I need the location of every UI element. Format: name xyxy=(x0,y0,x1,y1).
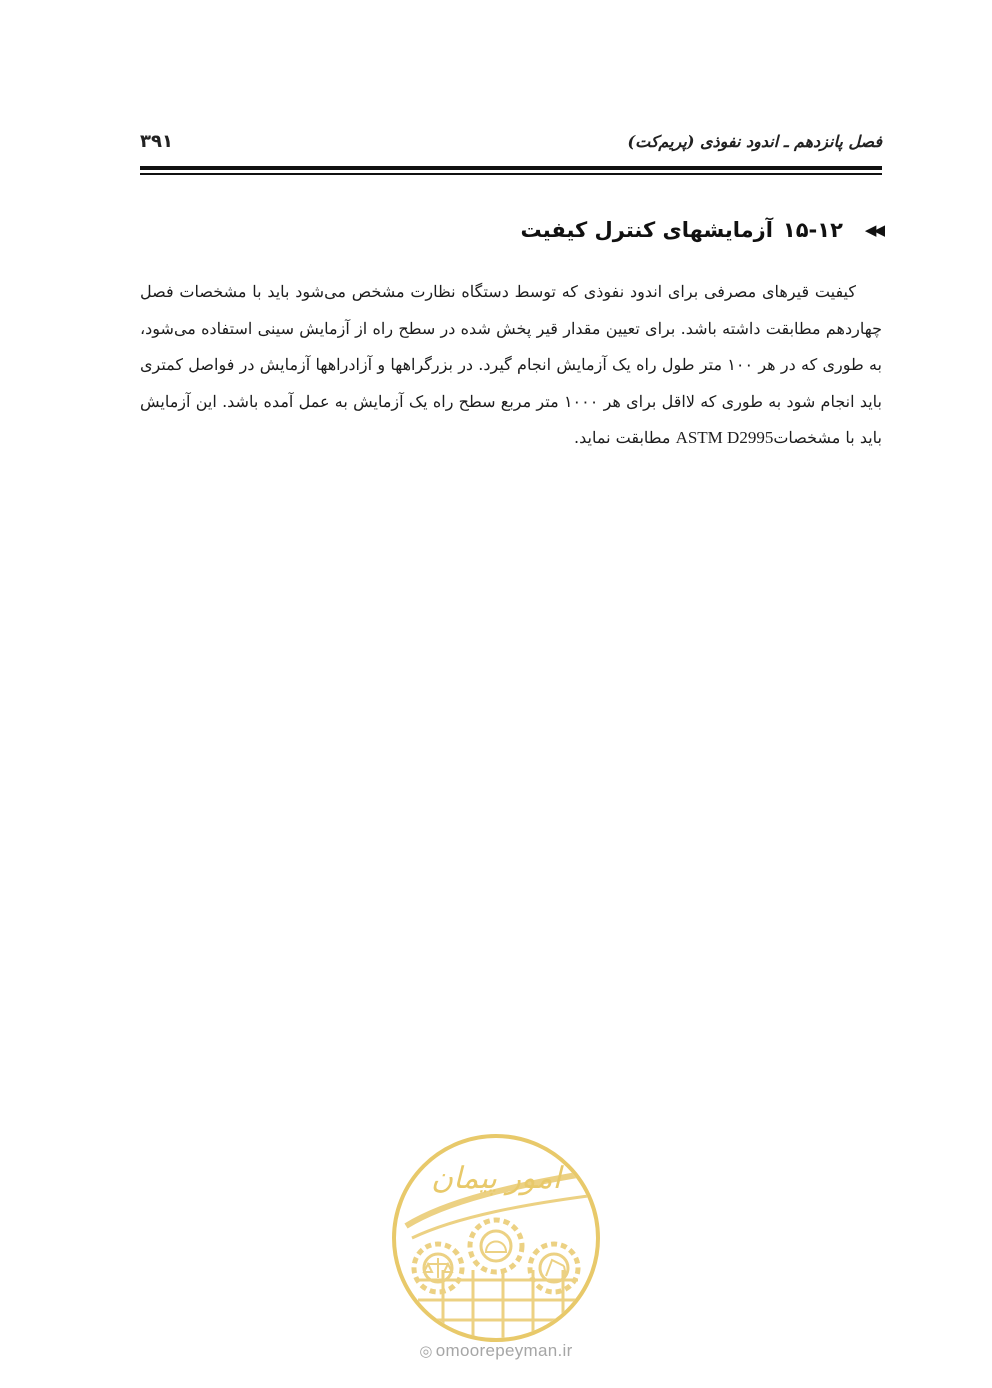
section-marker-icon: ◀◀ xyxy=(864,221,882,239)
running-header xyxy=(140,128,882,162)
body-paragraph xyxy=(140,274,882,457)
watermark-logo-text: امور پیمان xyxy=(431,1161,561,1196)
page-number: ۳۹۱ xyxy=(140,131,173,152)
section-title: آزمایشهای کنترل کیفیت xyxy=(520,218,773,242)
section-number: ۱۵-۱۲ xyxy=(782,218,843,242)
chapter-title: فصل پانزدهم ـ اندود نفوذی (پریم‌کت) xyxy=(627,132,882,151)
watermark-logo-icon xyxy=(388,1130,604,1346)
section-heading xyxy=(140,218,882,242)
watermark-url-text: omoorepeyman.ir xyxy=(435,1341,573,1360)
paragraph-text-part1: کیفیت قیرهای مصرفی برای اندود نفوذی که توسط دستگاه نظارت مشخص می‌شود باید با مشخصات فصل چهاردهم مطابقت داشته باشد. برای تعیین مقدار قیر پخش شده در سطح راه از آزمایش سینی استفاده می‌شود، به طوری که در هر ۱۰۰ متر طول راه یک آزمایش انجام گیرد. در بزرگراهها و آزادراهها آزمایش در فواصل کمتری باید انجام شود به طوری که لااقل برای هر ۱۰۰۰ متر مربع سطح راه یک آزمایش به عمل آمده باشد. این آزمایش باید با مشخصات xyxy=(140,282,882,447)
header-rule-thick xyxy=(140,166,882,170)
watermark-url xyxy=(0,1341,992,1361)
paragraph-text-part2: مطابقت نماید. xyxy=(574,428,676,447)
header-rule-thin xyxy=(140,173,882,175)
standard-reference: ASTM D2995 xyxy=(675,428,774,447)
globe-icon: ◎ xyxy=(419,1343,433,1360)
